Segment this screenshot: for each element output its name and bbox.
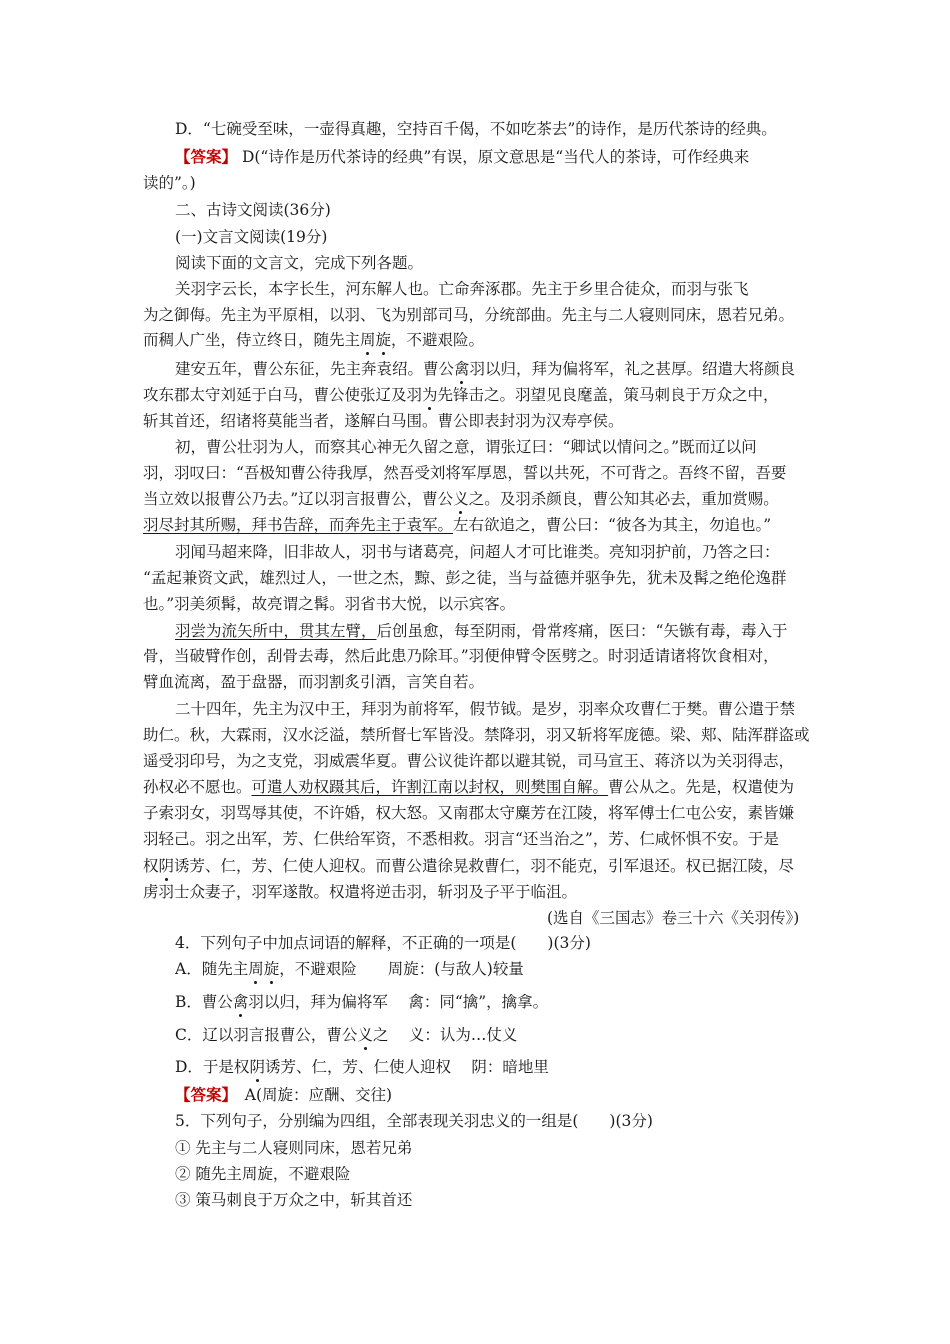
underlined-sentence: 羽尝为流矢所中，贯其左臂， [175,622,377,640]
answer-text: A(周旋：应酬、交往) [229,1086,393,1104]
dotted-char: 禽 [232,993,249,1011]
q4-option-a: A．随先主周旋，不避艰险 周旋：(与敌人)较量 [175,960,524,978]
q4-stem: 4．下列句子中加点词语的解释，不正确的一项是( )(3分) [175,934,591,952]
underlined-sentence: 羽尽封其所赐，拜书告辞，而奔先主于袁军。 [143,516,454,534]
dotted-char: 阴 [249,1058,265,1076]
passage-line: 二十四年，先主为汉中王，拜羽为前将军，假节钺。是岁，羽率众攻曹仁于樊。曹公遣于禁 [175,700,796,718]
passage-line: 臂血流离，盈于盘器，而羽割炙引酒，言笑自若。 [143,673,485,691]
passage-line: 孙权必不愿也。可遣人劝权蹑其后，许割江南以封权，则樊围自解。曹公从之。先是，权遣使为 [143,778,795,796]
q4-option-d: D．于是权阴诱芳、仁，芳、仁使人迎权 阴：暗地里 [175,1058,549,1076]
subsection-title: (一)文言文阅读(19分) [175,228,328,246]
q3-option-d: D．“七碗受至味，一壶得真趣，空持百千偈，不如吃茶去”的诗作，是历代茶诗的经典。 [175,120,777,138]
q4-option-b: B．曹公禽羽以归，拜为偏将军 禽：同“擒”，擒拿。 [175,993,549,1011]
passage-line: 虏羽士众妻子，羽军遂散。权遣将逆击羽，斩羽及子平于临沮。 [143,883,578,901]
dotted-char: 旋 [375,331,392,349]
passage-line: 攻东郡太守刘延于白马，曹公使张辽及羽为先锋击之。羽望见良麾盖，策马刺良于万众之中， [143,386,779,404]
passage-line: 羽闻马超来降，旧非故人，羽书与诸葛亮，问超人才可比谁类。亮知羽护前，乃答之曰： [175,543,780,561]
passage-line: 骨，当破臂作创，刮骨去毒，然后此患乃除耳。”羽便伸臂令医劈之。时羽适请诸将饮食相对， [143,647,779,665]
passage-line: 羽尽封其所赐，拜书告辞，而奔先主于袁军。左右欲追之，曹公曰：“彼各为其主，勿追也。” [143,516,772,534]
underlined-sentence: 可遣人劝权蹑其后，许割江南以封权，则樊围自解。 [251,778,609,796]
passage-line: 羽轻己。羽之出军，芳、仁供给军资，不悉相救。羽言“还当治之”，芳、仁咸怀惧不安。于是 [143,830,779,848]
answer-tag: 【答案】 [175,147,238,166]
answer-tag: 【答案】 [175,1085,230,1104]
dotted-char: 周 [360,331,376,349]
dotted-char: 旋 [263,960,280,978]
instruction: 阅读下面的文言文，完成下列各题。 [175,254,424,272]
passage-line: 助仁。秋，大霖雨，汉水泛溢，禁所督七军皆没。禁降羽，羽又斩将军庞德。梁、郏、陆浑群盗或 [143,726,810,744]
passage-line: 为之御侮。先主为平原相，以羽、飞为别部司马，分统部曲。先主与二人寝则同床，恩若兄弟。 [143,306,795,324]
q5-stem: 5．下列句子，分别编为四组，全部表现关羽忠义的一组是( )(3分) [175,1112,653,1130]
section-title: 二、古诗文阅读(36分) [175,201,331,219]
q3-answer-cont: 读的”。) [143,174,196,192]
dotted-char: 为 [422,386,438,404]
passage-line: 子索羽女，羽骂辱其使，不许婚，权大怒。又南郡太守麋芳在江陵，将军傅士仁屯公安，素皆嫌 [143,804,795,822]
passage-line: 关羽字云长，本字长生，河东解人也。亡命奔涿郡。先主于乡里合徒众，而羽与张飞 [175,280,749,298]
passage-line: 羽，羽叹曰：“吾极知曹公待我厚，然吾受刘将军厚恩，誓以共死，不可背之。吾终不留，吾要 [143,464,787,482]
dotted-char: 禽 [454,360,470,378]
passage-line: 当立效以报曹公乃去。”辽以羽言报曹公，曹公义之。及羽杀颜良，曹公知其必去，重加赏赐。 [143,490,779,508]
passage-line: 建安五年，曹公东征，先主奔袁绍。曹公禽羽以归，拜为偏将军，礼之甚厚。绍遣大将颜良 [175,360,796,378]
q4-option-c: C．辽以羽言报曹公，曹公义之 义：认为…仗义 [175,1026,518,1044]
q5-item: ① 先主与二人寝则同床，恩若兄弟 [175,1139,413,1157]
passage-line: 权阴诱芳、仁，芳、仁使人迎权。而曹公遣徐晃救曹仁，羽不能克，引军退还。权已据江陵，尽 [143,857,795,875]
passage-line: 而稠人广坐，侍立终日，随先主周旋，不避艰险。 [143,331,485,349]
passage-line: “孟起兼资文武，雄烈过人，一世之杰，黥、彭之徒，当与益德并驱争先，犹未及髯之绝伦逸群 [143,569,787,587]
passage-line: 羽尝为流矢所中，贯其左臂，后创虽愈，每至阴雨，骨常疼痛，医曰：“矢镞有毒，毒入于 [175,622,788,640]
passage-source: (选自《三国志》卷三十六《关羽传》) [547,909,800,927]
answer-text: D(“诗作是历代茶诗的经典”有误，原文意思是“当代人的茶诗，可作经典来 [237,148,750,166]
passage-line: 斩其首还，绍诸将莫能当者，遂解白马围。曹公即表封羽为汉寿亭侯。 [143,412,624,430]
dotted-char: 义 [357,1026,373,1044]
q3-answer-line [175,146,749,168]
dotted-char: 阴 [158,857,175,875]
q5-item: ② 随先主周旋，不避艰险 [175,1165,351,1183]
passage-line: 遥受羽印号，为之支党，羽威震华夏。曹公议徙许都以避其锐，司马宣王、蒋济以为关羽得志， [143,752,795,770]
dotted-char: 义 [453,490,469,508]
passage-line: 初，曹公壮羽为人，而察其心神无久留之意，谓张辽曰：“卿试以情问之。”既而辽以问 [175,438,757,456]
q4-answer-line [175,1084,392,1106]
q5-item: ③ 策马刺良于万众之中，斩其首还 [175,1191,413,1209]
passage-line: 也。”羽美须髯，故亮谓之髯。羽省书大悦，以示宾客。 [143,595,516,613]
dotted-char: 周 [248,960,264,978]
